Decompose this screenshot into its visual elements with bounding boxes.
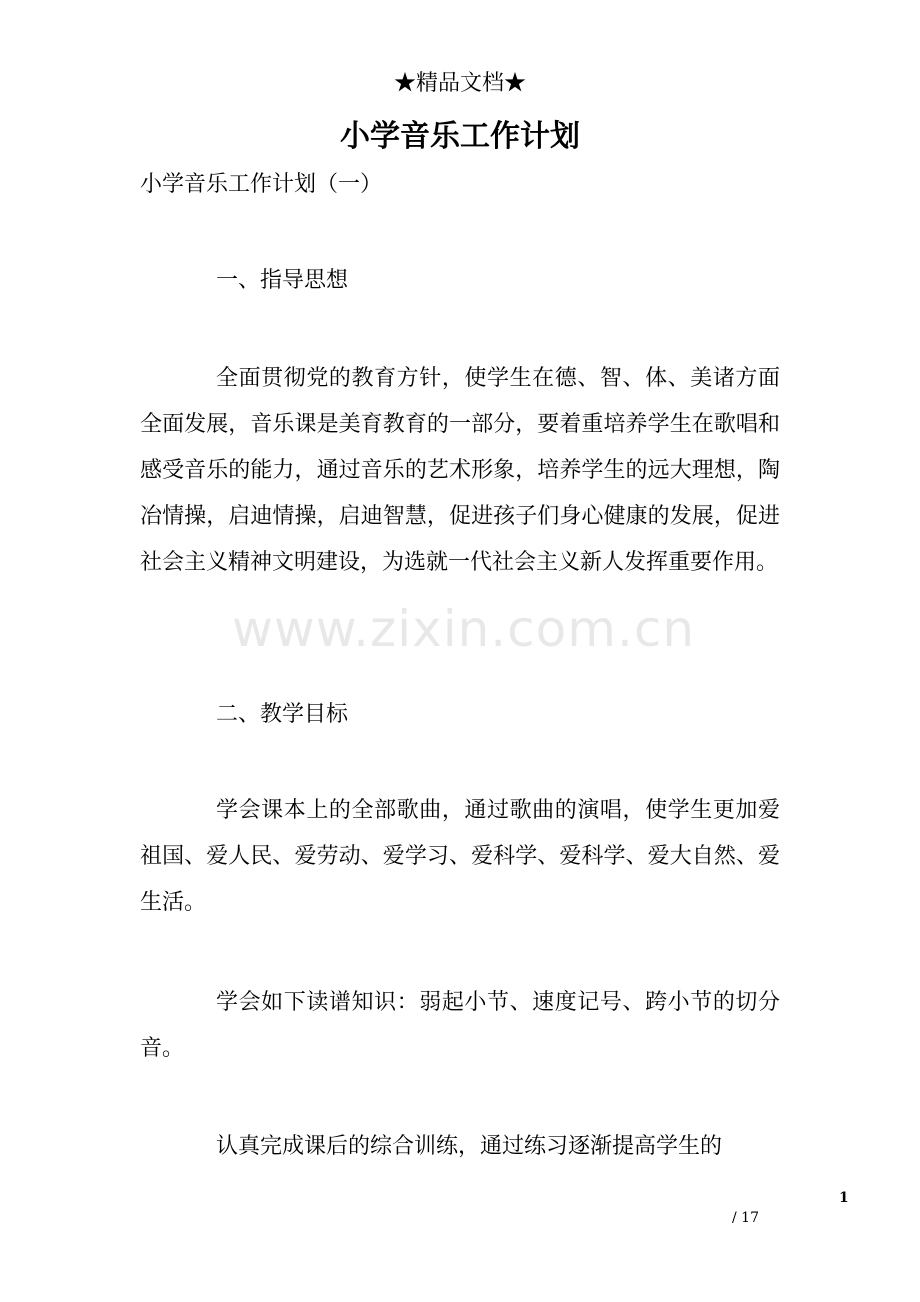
section-heading-guiding-thought: 一、指导思想	[216, 268, 349, 293]
paragraph-guiding-thought: 全面贯彻党的教育方针，使学生在德、智、体、美诸方面全面发展，音乐课是美育教育的一部分，要着重培养学生在歌唱和感受音乐的能力，通过音乐的艺术形象，培养学生的远大理想，陶冶情操，启迪情操，启迪智慧，促进孩子们身心健康的发展，促进社会主义精神文明建设，为选就一代社会主义新人发挥重要作用。	[140, 366, 780, 575]
section-heading-teaching-goals: 二、教学目标	[216, 702, 349, 727]
paragraph-exercises: 认真完成课后的综合训练，通过练习逐渐提高学生的	[216, 1134, 723, 1159]
watermark: www.zixin.com.cn	[232, 600, 696, 658]
page-total: / 17	[732, 1210, 759, 1226]
page-number: 1	[839, 1190, 849, 1206]
document-title: 小学音乐工作计划	[340, 119, 580, 154]
paragraph-notation: 学会如下读谱知识：弱起小节、速度记号、跨小节的切分音。	[140, 990, 780, 1061]
header-mark: ★精品文档★	[393, 71, 526, 96]
paragraph-songs: 学会课本上的全部歌曲，通过歌曲的演唱，使学生更加爱祖国、爱人民、爱劳动、爱学习、爱科学、爱科学、爱大自然、爱生活。	[140, 798, 780, 915]
document-subtitle: 小学音乐工作计划（一）	[140, 172, 383, 197]
